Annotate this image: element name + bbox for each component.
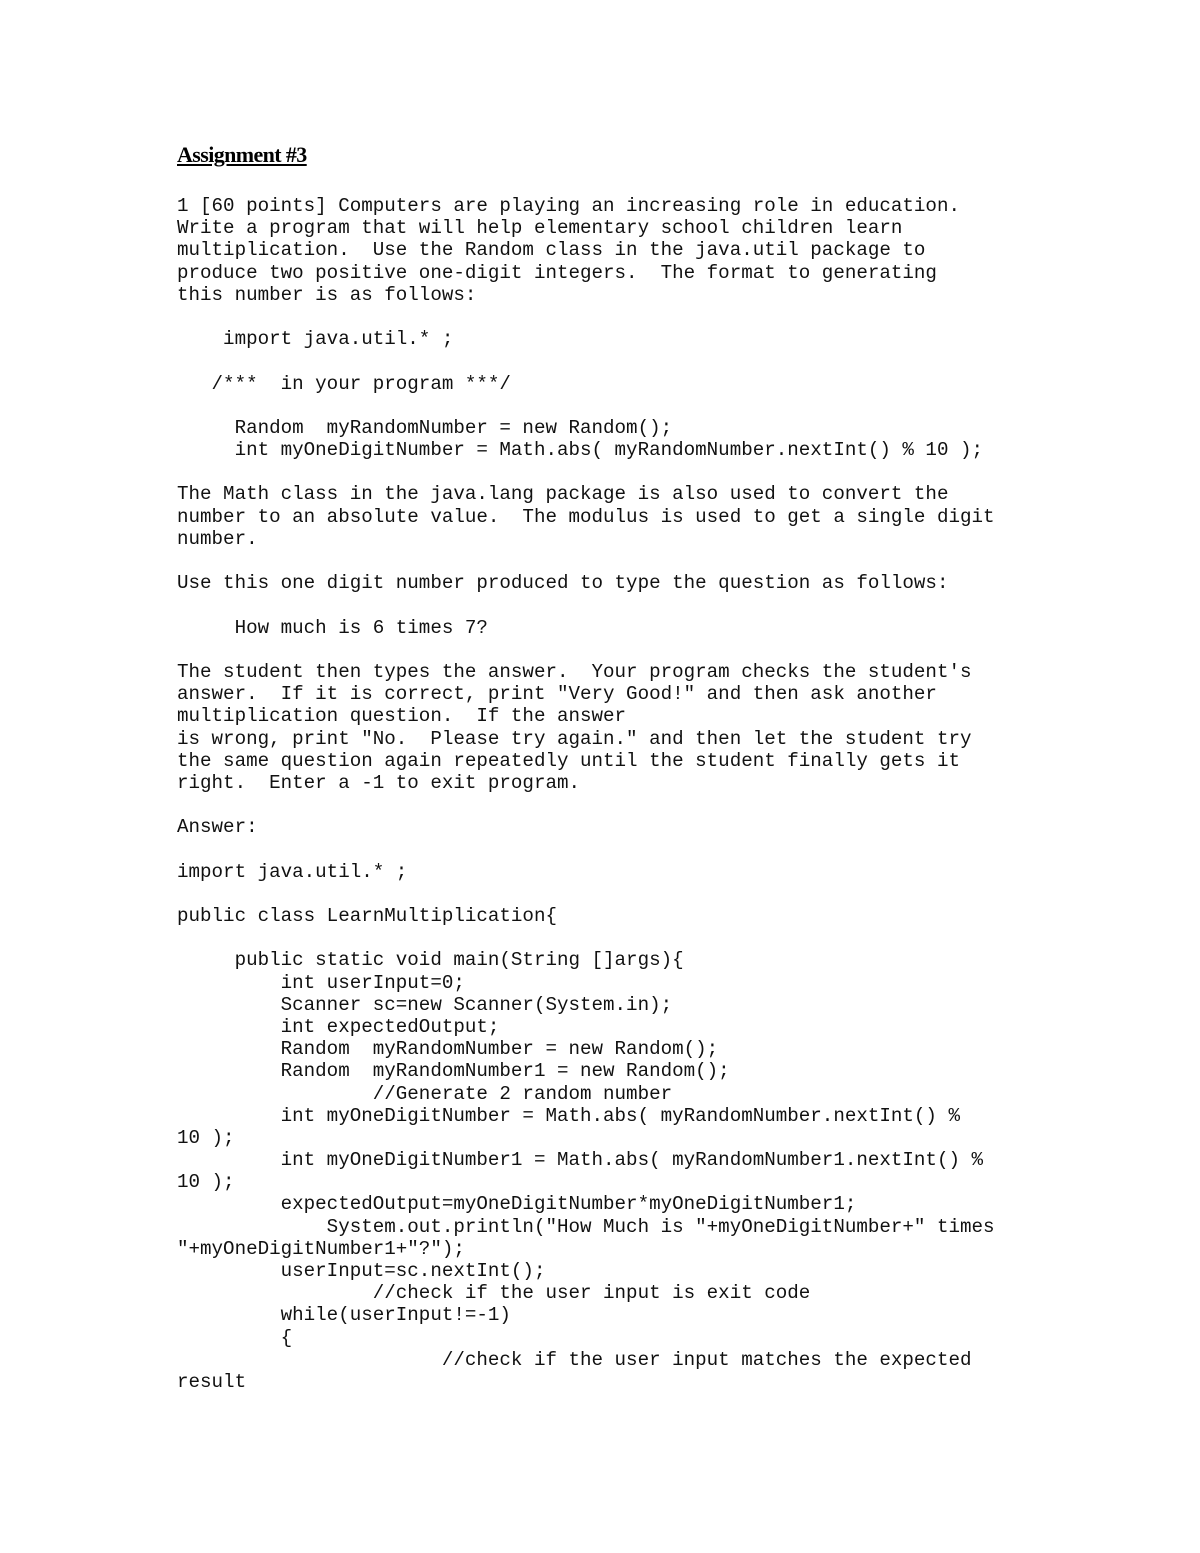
document-line: int myOneDigitNumber1 = Math.abs( myRandomNumber1.nextInt() % xyxy=(177,1149,984,1172)
document-line xyxy=(177,350,995,372)
document-line: Answer: xyxy=(177,816,258,839)
document-line: public static void main(String []args){ xyxy=(177,949,684,972)
document-line: the same question again repeatedly until the student finally gets it xyxy=(177,749,960,772)
document-line: Random myRandomNumber = new Random(); xyxy=(177,416,673,439)
document-line: How much is 6 times 7? xyxy=(177,616,488,639)
document-line: Write a program that will help elementary school children learn xyxy=(177,217,903,240)
document-line: /*** in your program ***/ xyxy=(177,372,511,395)
document-line: this number is as follows: xyxy=(177,283,477,306)
document-line: Scanner sc=new Scanner(System.in); xyxy=(177,993,673,1016)
document-line xyxy=(177,550,995,572)
document-line: The Math class in the java.lang package is also used to convert the xyxy=(177,483,949,506)
document-line: number. xyxy=(177,527,258,550)
document-line: //check if the user input matches the expected xyxy=(177,1348,972,1371)
document-line: right. Enter a -1 to exit program. xyxy=(177,771,581,794)
document-line: result xyxy=(177,1370,247,1393)
document-line: answer. If it is correct, print "Very Good!" and then ask another xyxy=(177,683,937,706)
document-line: //Generate 2 random number xyxy=(177,1082,673,1105)
document-line: 10 ); xyxy=(177,1171,235,1194)
document-line: Random myRandomNumber = new Random(); xyxy=(177,1038,719,1061)
document-line: produce two positive one-digit integers. The format to generating xyxy=(177,261,937,284)
document-line: is wrong, print "No. Please try again." and then let the student try xyxy=(177,727,972,750)
document-line: int expectedOutput; xyxy=(177,1015,500,1038)
document-line: while(userInput!=-1) xyxy=(177,1304,511,1327)
document-line xyxy=(177,395,995,417)
document-line: "+myOneDigitNumber1+"?"); xyxy=(177,1237,465,1260)
document-line: 10 ); xyxy=(177,1126,235,1149)
document-line: int userInput=0; xyxy=(177,971,465,994)
document-line: Use this one digit number produced to type the question as follows: xyxy=(177,572,949,595)
document-line xyxy=(177,883,995,905)
document-line: userInput=sc.nextInt(); xyxy=(177,1260,546,1282)
page-title: Assignment #3 xyxy=(177,142,307,167)
document-line xyxy=(177,639,995,661)
document-line: number to an absolute value. The modulus is used to get a single digit xyxy=(177,505,995,528)
document-line: import java.util.* ; xyxy=(177,328,454,351)
document-line: multiplication. Use the Random class in the java.util package to xyxy=(177,239,926,262)
document-line: System.out.println("How Much is "+myOneDigitNumber+" times xyxy=(177,1215,995,1238)
document-line: //check if the user input is exit code xyxy=(177,1282,811,1305)
document-line: int myOneDigitNumber = Math.abs( myRandomNumber.nextInt() % xyxy=(177,1104,960,1127)
document-body xyxy=(177,195,995,1393)
document-line: expectedOutput=myOneDigitNumber*myOneDigitNumber1; xyxy=(177,1193,857,1216)
document-line xyxy=(177,927,995,949)
document-line xyxy=(177,794,995,816)
document-line xyxy=(177,461,995,483)
document-line: multiplication question. If the answer xyxy=(177,705,627,728)
document-line xyxy=(177,306,995,328)
document-line xyxy=(177,838,995,860)
document-line: 1 [60 points] Computers are playing an increasing role in education. xyxy=(177,195,960,217)
document-line: Random myRandomNumber1 = new Random(); xyxy=(177,1060,730,1083)
document-line: int myOneDigitNumber = Math.abs( myRandomNumber.nextInt() % 10 ); xyxy=(177,439,984,462)
document-line: { xyxy=(177,1326,293,1349)
document-line xyxy=(177,594,995,616)
document-line: import java.util.* ; xyxy=(177,860,408,883)
document-line: public class LearnMultiplication{ xyxy=(177,905,557,927)
document-line: The student then types the answer. Your program checks the student's xyxy=(177,660,972,683)
